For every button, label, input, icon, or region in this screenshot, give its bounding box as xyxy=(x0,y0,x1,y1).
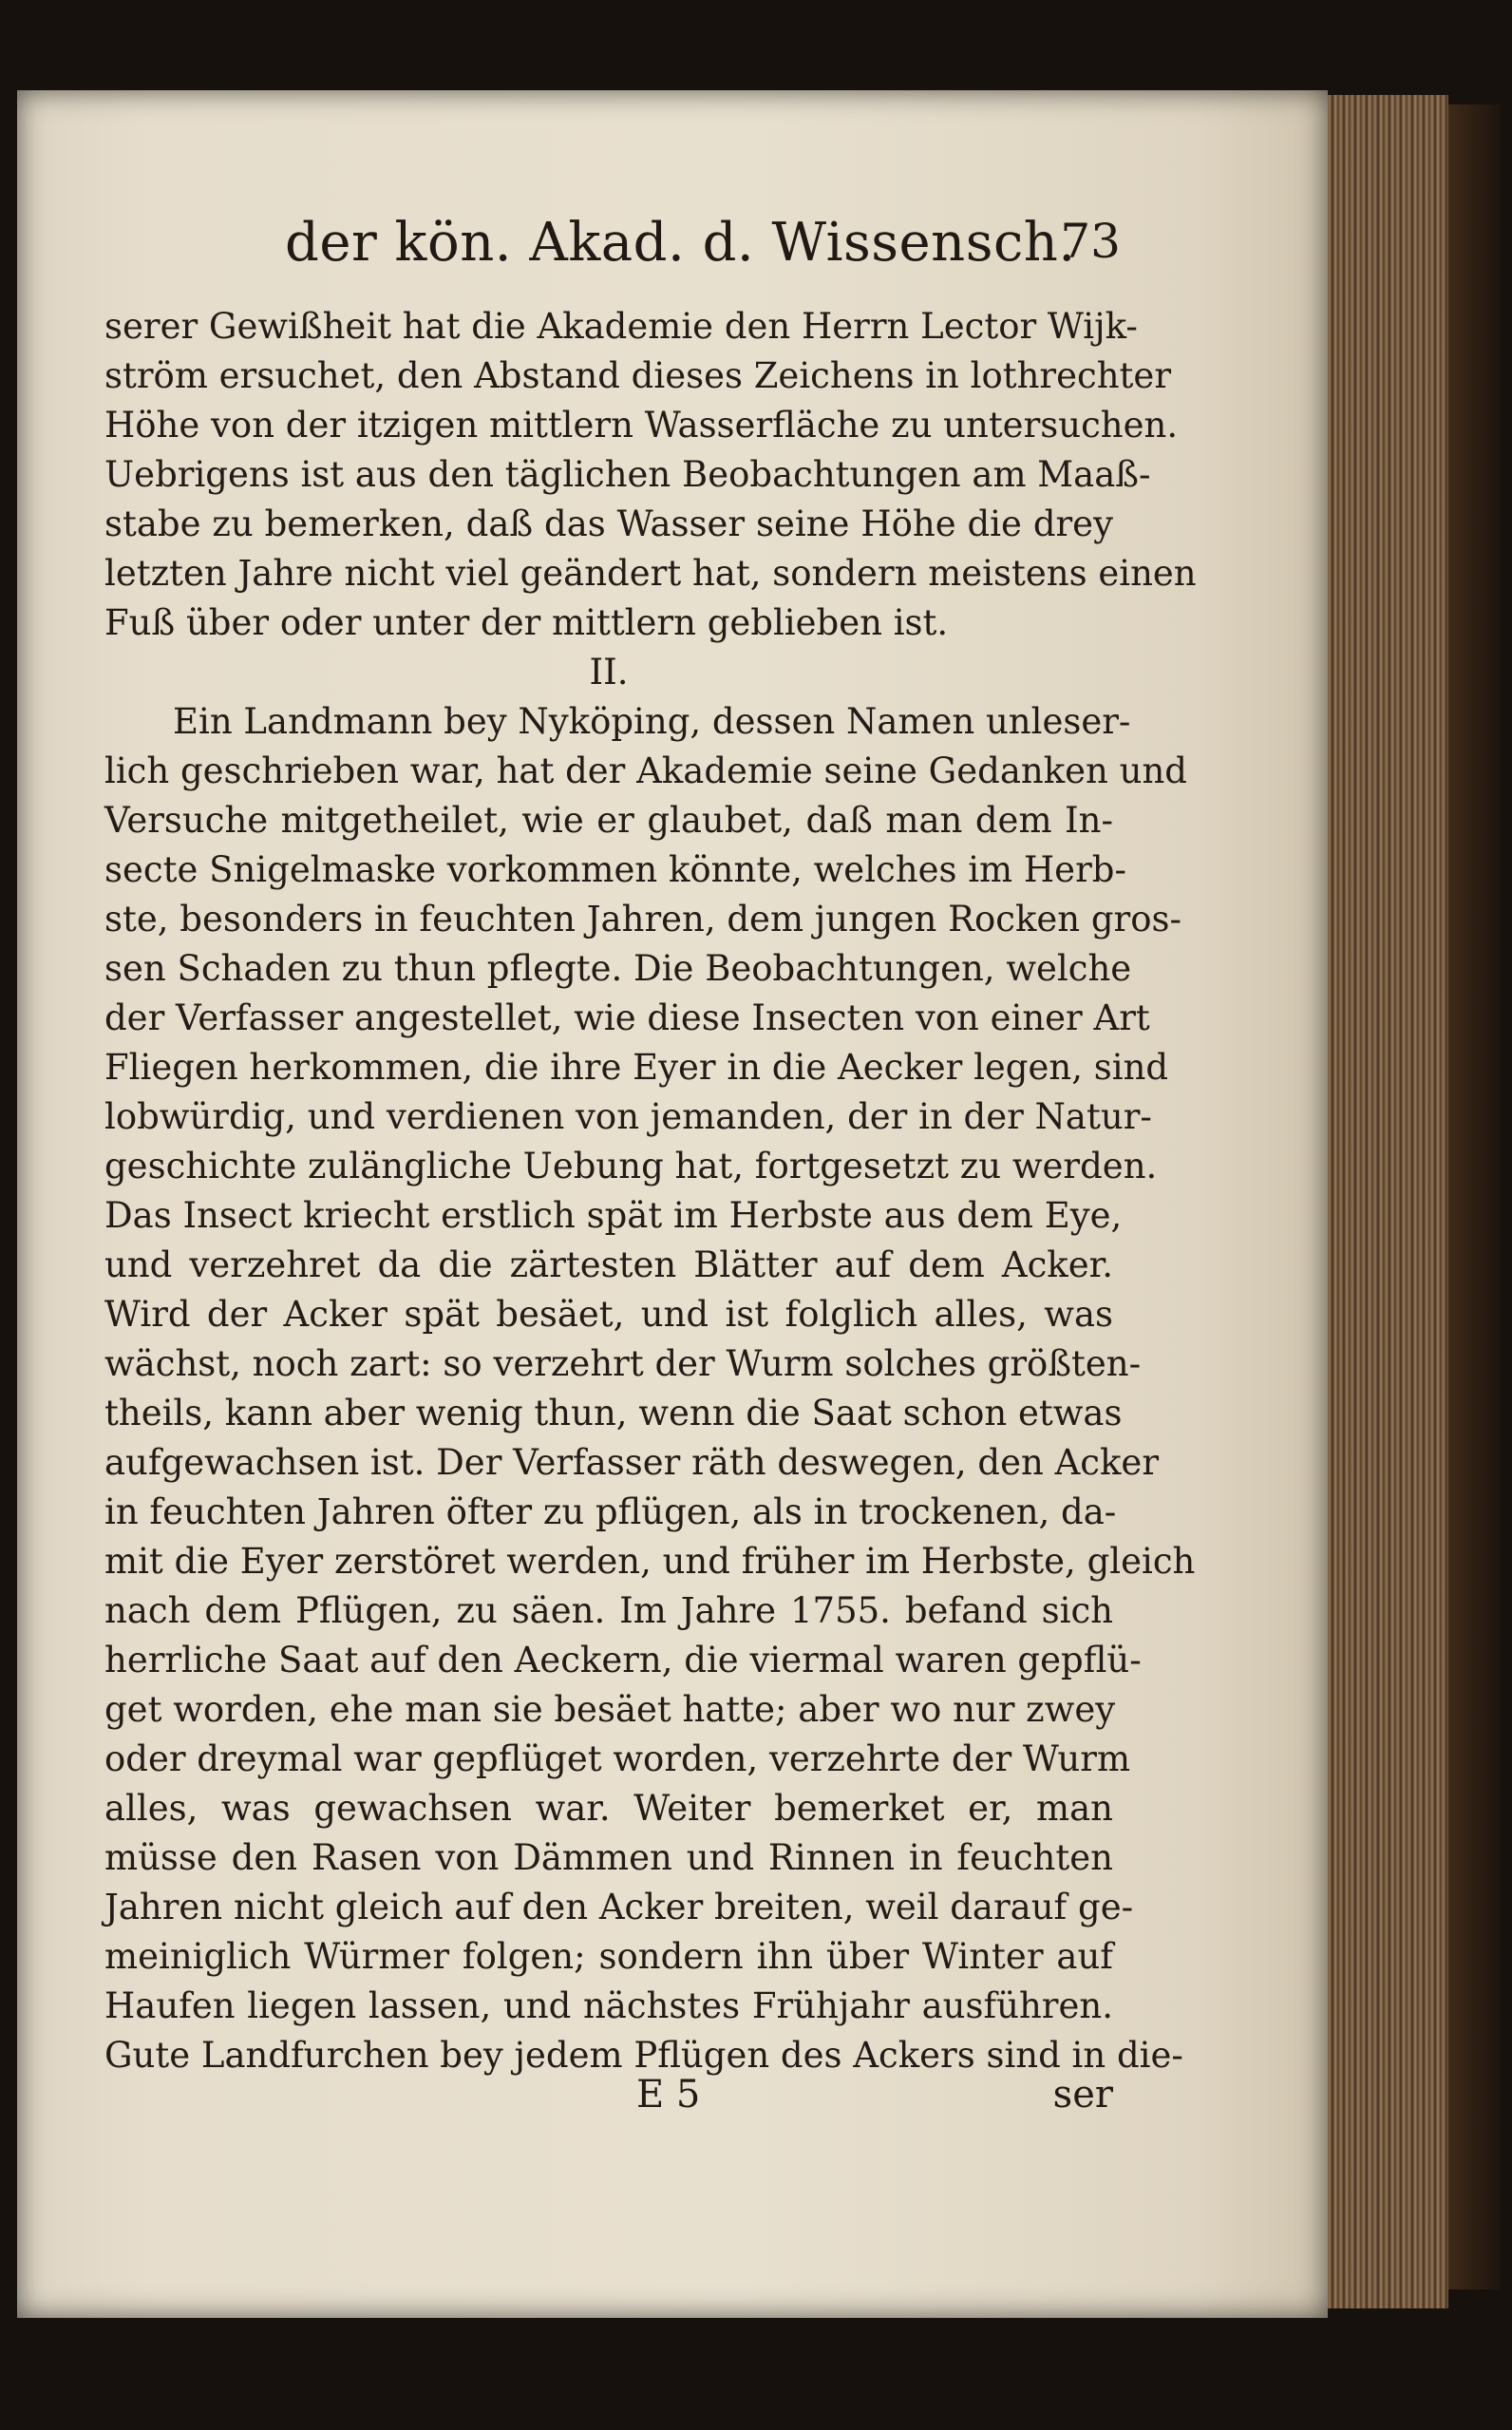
text-line: nach dem Pflügen, zu säen. Im Jahre 1755. befand sich xyxy=(104,1590,1113,1631)
catchword: ser xyxy=(1052,2073,1113,2117)
text-line: serer Gewißheit hat die Akademie den Herrn Lector Wijk- xyxy=(104,306,1138,347)
text-line: Jahren nicht gleich auf den Acker breiten, weil darauf ge- xyxy=(104,1887,1134,1927)
text-line: müsse den Rasen von Dämmen und Rinnen in feuchten xyxy=(104,1837,1113,1878)
text-line: theils, kann aber wenig thun, wenn die Saat schon etwas xyxy=(104,1393,1123,1433)
body-text xyxy=(104,302,1197,2080)
text-line: Ein Landmann bey Nyköping, dessen Namen unleser- xyxy=(173,701,1131,742)
page-footer xyxy=(104,2073,1113,2130)
text-line: Fuß über oder unter der mittlern geblieben ist. xyxy=(104,602,949,643)
text-line: geschichte zulängliche Uebung hat, fortgesetzt zu werden. xyxy=(104,1146,1158,1187)
text-line: meiniglich Würmer folgen; sondern ihn über Winter auf xyxy=(104,1936,1113,1977)
text-line: stabe zu bemerken, daß das Wasser seine Höhe die drey xyxy=(104,503,1113,544)
text-line: ström ersuchet, den Abstand dieses Zeichens in lothrechter xyxy=(104,355,1172,396)
text-line: aufgewachsen ist. Der Verfasser räth deswegen, den Acker xyxy=(104,1442,1160,1483)
text-line: sen Schaden zu thun pflegte. Die Beobachtungen, welche xyxy=(104,948,1132,989)
text-line: Haufen liegen lassen, und nächstes Frühjahr ausführen. xyxy=(104,1985,1113,2026)
text-line: ste, besonders in feuchten Jahren, dem jungen Rocken gros- xyxy=(104,899,1182,940)
text-line: Wird der Acker spät besäet, und ist folglich alles, was xyxy=(104,1294,1113,1335)
running-title: der kön. Akad. d. Wissensch. xyxy=(285,212,1076,274)
text-line: in feuchten Jahren öfter zu pflügen, als in trockenen, da- xyxy=(104,1491,1117,1532)
text-line: Uebrigens ist aus den täglichen Beobachtungen am Maaß- xyxy=(104,454,1151,495)
text-line: get worden, ehe man sie besäet hatte; aber wo nur zwey xyxy=(104,1689,1116,1730)
text-line: und verzehret da die zärtesten Blätter auf dem Acker. xyxy=(104,1244,1113,1285)
signature-mark: E 5 xyxy=(636,2073,701,2117)
text-line: Fliegen herkommen, die ihre Eyer in die Aecker legen, sind xyxy=(104,1047,1169,1088)
book-spine-shadow xyxy=(1448,104,1501,2289)
text-line: secte Snigelmaske vorkommen könnte, welches im Herb- xyxy=(104,849,1126,890)
text-line: lobwürdig, und verdienen von jemanden, der in der Natur- xyxy=(104,1096,1152,1137)
text-line: der Verfasser angestellet, wie diese Insecten von einer Art xyxy=(104,997,1150,1038)
text-line: Gute Landfurchen bey jedem Pflügen des Ackers sind in die- xyxy=(104,2035,1183,2076)
section-number: II. xyxy=(589,652,629,693)
text-line: oder dreymal war gepflüget worden, verzehrte der Wurm xyxy=(104,1738,1131,1779)
text-line: Das Insect kriecht erstlich spät im Herbste aus dem Eye, xyxy=(104,1195,1123,1236)
text-line: Höhe von der itzigen mittlern Wasserfläche zu untersuchen. xyxy=(104,405,1179,446)
text-line: Versuche mitgetheilet, wie er glaubet, daß man dem In- xyxy=(104,800,1113,841)
book-page-edges xyxy=(1315,95,1448,2308)
text-line: letzten Jahre nicht viel geändert hat, sondern meistens einen xyxy=(104,553,1197,594)
page-header xyxy=(285,195,1121,280)
page-number: 73 xyxy=(1060,214,1121,269)
text-line: lich geschrieben war, hat der Akademie seine Gedanken und xyxy=(104,750,1187,791)
text-line: herrliche Saat auf den Aeckern, die viermal waren gepflü- xyxy=(104,1640,1142,1680)
text-line: alles, was gewachsen war. Weiter bemerket er, man xyxy=(104,1788,1113,1829)
text-line: wächst, noch zart: so verzehrt der Wurm solches größten- xyxy=(104,1343,1142,1384)
text-line: mit die Eyer zerstöret werden, und früher im Herbste, gleich xyxy=(104,1541,1196,1582)
